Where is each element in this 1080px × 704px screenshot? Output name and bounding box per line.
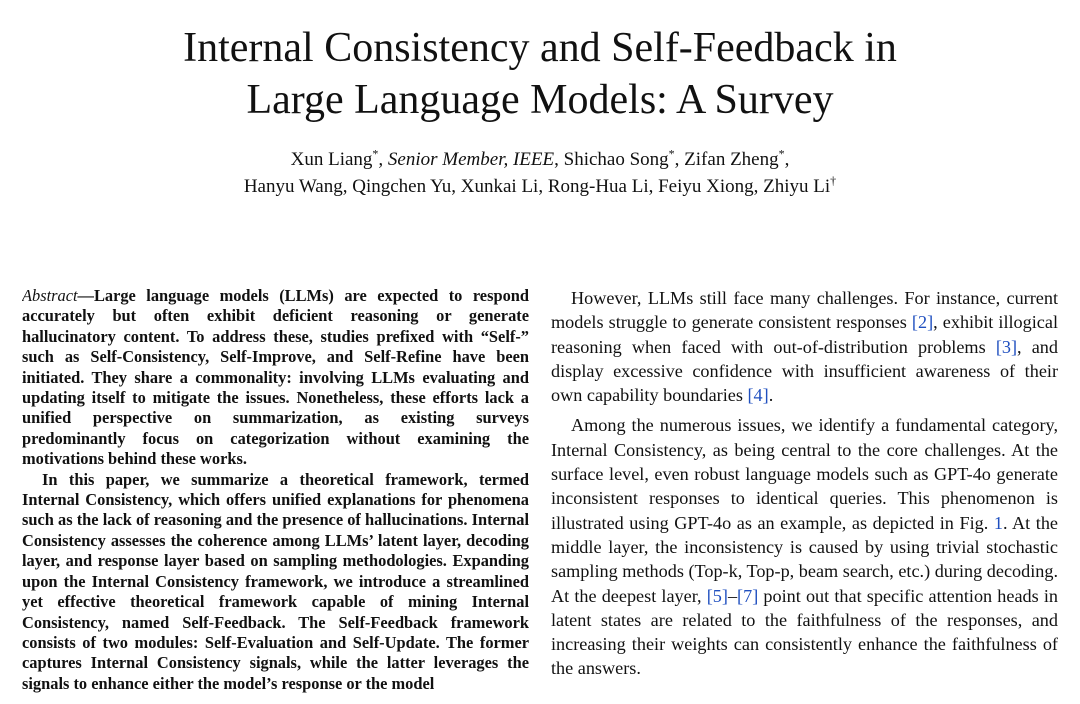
body-text: point out that specific attention heads in latent states are related to the faithfulness of the responses, and increasing their weights can consistently enhance the faithfulness of the answers.: [551, 585, 1058, 679]
citation-link[interactable]: [3]: [995, 336, 1018, 357]
equal-contribution-mark: *: [778, 146, 785, 161]
corresponding-author-mark: †: [830, 173, 837, 188]
body-text: , exhibit illogical reasoning when faced with out-of-distribution problems: [551, 312, 1058, 357]
equal-contribution-mark: *: [372, 146, 379, 161]
author-separator: ,: [784, 149, 790, 170]
author-line-2: [0, 173, 1080, 200]
author-name: Xun Liang: [290, 149, 373, 170]
paper-title: [0, 22, 1080, 126]
abstract-label: Abstract: [22, 286, 78, 305]
body-text: , and display excessive confidence with insufficient awareness of their own capability boundaries: [551, 336, 1058, 406]
author-name: , Zifan Zheng: [674, 149, 779, 170]
author-list: [0, 146, 1080, 200]
body-text: However, LLMs still face many challenges. For instance, current models struggle to generate consistent responses: [551, 288, 1058, 333]
citation-link[interactable]: [2]: [911, 312, 934, 333]
intro-paragraph-1: [551, 286, 1058, 407]
citation-link[interactable]: [5]: [706, 585, 728, 606]
abstract-paragraph-1: [22, 286, 529, 470]
intro-column: [551, 286, 1058, 704]
abstract-paragraph-2: In this paper, we summarize a theoretical framework, termed Internal Consistency, which offers unified explanations for phenomena such as the lack of reasoning and the presence of hallucinations. Internal Consistency assesses the coherence among LLMs’ latent layer, decoding layer, and response layer based on sampling methodologies. Expanding upon the Internal Consistency framework, we introduce a streamlined yet effective theoretical framework capable of mining Internal Consistency, named Self-Feedback. The Self-Feedback framework consists of two modules: Self-Evaluation and Self-Update. The former captures Internal Consistency signals, while the latter leverages the signals to enhance either the model’s response or the model: [22, 469, 529, 693]
equal-contribution-mark: *: [668, 146, 675, 161]
author-names: Hanyu Wang, Qingchen Yu, Xunkai Li, Rong-Hua Li, Feiyu Xiong, Zhiyu Li: [243, 176, 831, 197]
citation-link[interactable]: [7]: [737, 585, 759, 606]
title-line-1: Internal Consistency and Self-Feedback in: [183, 25, 897, 71]
title-line-2: Large Language Models: A Survey: [246, 77, 834, 123]
abstract-text: —Large language models (LLMs) are expected to respond accurately but often exhibit deficient reasoning or generate hallucinatory content. To address these, studies prefixed with “Self-” such as Self-Consistency, Self-Improve, and Self-Refine have been initiated. They share a commonality: involving LLMs evaluating and updating itself to mitigate the issues. Nonetheless, these efforts lack a unified perspective on summarization, as existing surveys predominantly focus on categorization without examining the motivations behind these works.: [22, 286, 529, 469]
body-text: . At the middle layer, the inconsistency is caused by using trivial stochastic sampling methods (Top-k, Top-p, beam search, etc.) during decoding. At the deepest layer,: [551, 512, 1058, 606]
body-text: Among the numerous issues, we identify a fundamental category, Internal Consistency, as being central to the core challenges. At the surface level, even robust language models such as GPT-4o generate inconsistent responses to identical queries. This phenomenon is illustrated using GPT-4o as an example, as depicted in Fig.: [551, 415, 1058, 533]
citation-link[interactable]: [4]: [747, 385, 769, 406]
intro-paragraph-2: [551, 413, 1058, 680]
figure-link[interactable]: 1: [993, 512, 1003, 533]
body-text: .: [768, 385, 774, 406]
abstract-column: [22, 286, 529, 704]
author-affiliation-role: , Senior Member, IEEE: [378, 149, 555, 170]
author-line-1: [0, 146, 1080, 173]
body-text: –: [727, 585, 738, 606]
author-name: , Shichao Song: [554, 149, 669, 170]
